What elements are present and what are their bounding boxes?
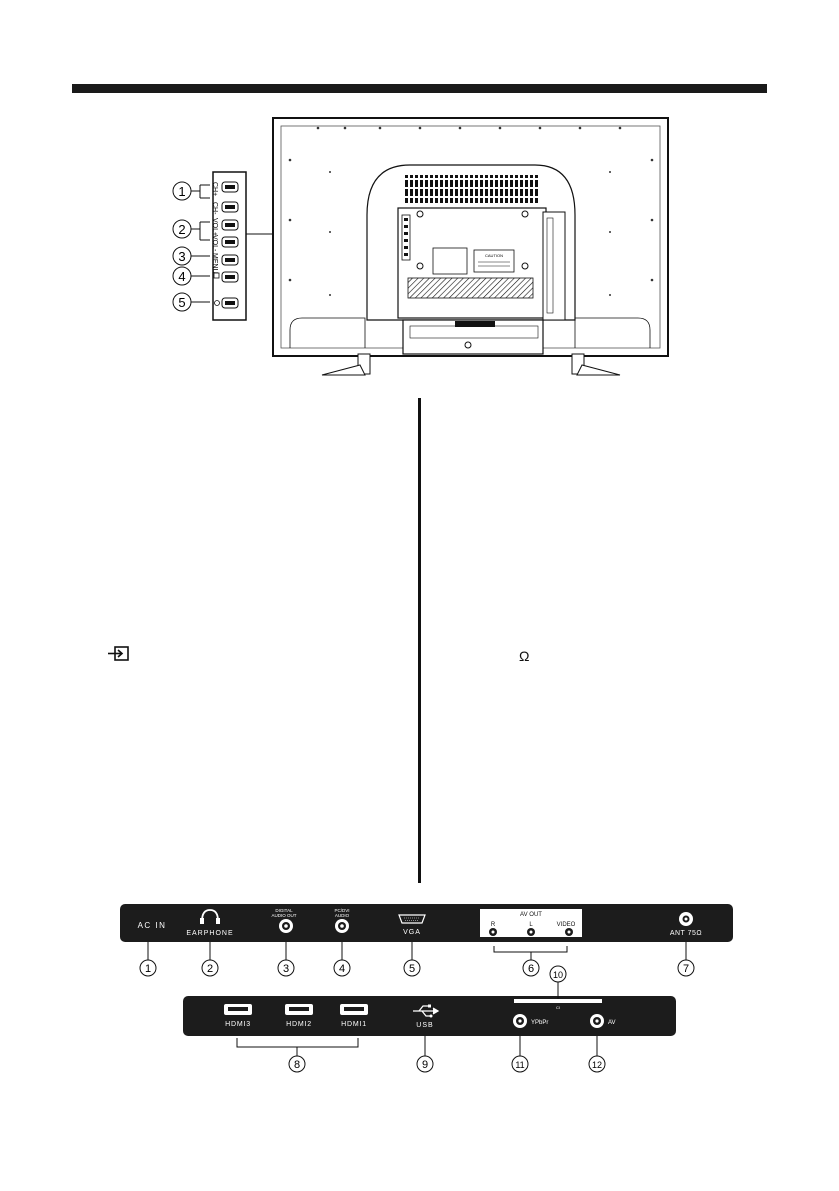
omega-symbol: Ω <box>519 648 530 664</box>
svg-text:5: 5 <box>408 963 416 975</box>
tv-stand-left <box>322 354 370 375</box>
av-out-box <box>480 909 582 937</box>
upper-callout-numbers <box>140 960 694 982</box>
svg-text:3: 3 <box>282 963 290 975</box>
pcdvi-audio-port[interactable] <box>335 919 349 933</box>
ypbpr-port[interactable] <box>513 1014 527 1028</box>
callout-av-in <box>589 1056 605 1072</box>
ypbpr-label: YPbPr <box>531 1020 549 1026</box>
hdmi2-port[interactable] <box>285 1004 313 1015</box>
pcdvi-audio-label-2: AUDIO <box>334 913 350 918</box>
upper-connector-panel <box>120 904 733 942</box>
ci-label: CI <box>556 1005 560 1010</box>
pcdvi-audio-label-1: PC/DVI <box>334 908 350 913</box>
button-ch-plus[interactable] <box>222 182 238 192</box>
svg-text:11: 11 <box>515 1060 525 1070</box>
callout-antenna <box>678 960 694 976</box>
svg-text:4: 4 <box>338 963 346 975</box>
svg-text:8: 8 <box>293 1059 301 1071</box>
av-out-video-label: VIDEO <box>556 922 576 928</box>
callout-5 <box>173 293 210 311</box>
button-menu[interactable] <box>222 255 238 265</box>
warning-label-text: CAUTION <box>485 253 503 258</box>
callout-4-num: 4 <box>178 269 186 284</box>
ci-slot[interactable] <box>514 999 602 1003</box>
svg-text:2: 2 <box>206 963 214 975</box>
svg-text:10: 10 <box>552 970 564 980</box>
svg-text:9: 9 <box>421 1059 429 1071</box>
button-input[interactable] <box>222 272 238 282</box>
digital-audio-label-2: AUDIO OUT <box>271 913 297 918</box>
svg-text:1: 1 <box>144 963 152 975</box>
svg-text:12: 12 <box>591 1060 603 1070</box>
av-out-label: AV OUT <box>520 912 542 918</box>
callout-2 <box>173 220 210 240</box>
digital-audio-label-1: DIGITAL <box>275 908 293 913</box>
vent-slots <box>405 175 540 203</box>
tv-body <box>273 118 668 356</box>
av-out-l-port[interactable] <box>527 928 535 936</box>
callout-1-num: 1 <box>178 184 186 199</box>
input-source-icon <box>107 645 131 663</box>
svg-text:7: 7 <box>682 963 690 975</box>
button-power[interactable] <box>222 298 238 308</box>
button-vol-minus[interactable] <box>222 237 238 247</box>
callout-digital-audio <box>278 960 294 976</box>
tv-back-diagram <box>0 100 839 390</box>
callout-3-num: 3 <box>178 249 186 264</box>
callout-3 <box>173 247 210 265</box>
hdmi2-label: HDMI2 <box>286 1021 312 1028</box>
hdmi1-label: HDMI1 <box>341 1021 367 1028</box>
hdmi3-port[interactable] <box>224 1004 252 1015</box>
tv-stand-right <box>572 354 620 375</box>
av-in-port[interactable] <box>590 1014 604 1028</box>
earphone-label: EARPHONE <box>186 930 234 937</box>
callout-hdmi <box>289 1056 305 1072</box>
callout-usb <box>417 1056 433 1072</box>
ac-in-label: AC IN <box>137 921 167 930</box>
button-ch-minus[interactable] <box>222 202 238 212</box>
callout-5-num: 5 <box>178 295 186 310</box>
usb-label: USB <box>416 1022 434 1029</box>
callout-ac-in <box>140 960 156 976</box>
button-vol-plus[interactable] <box>222 220 238 230</box>
av-in-label: AV <box>608 1020 616 1026</box>
side-button-panel <box>211 172 246 320</box>
antenna-label: ANT 75Ω <box>669 930 703 937</box>
button-label-vol-minus: VOL- <box>211 235 218 252</box>
callout-ypbpr <box>512 1056 528 1072</box>
av-out-r-port[interactable] <box>489 928 497 936</box>
callout-earphone <box>202 960 218 976</box>
av-out-video-port[interactable] <box>565 928 573 936</box>
button-label-vol-plus: VOL+ <box>211 218 218 237</box>
vga-label: VGA <box>403 929 421 936</box>
hdmi1-port[interactable] <box>340 1004 368 1015</box>
callout-av-out <box>523 960 539 976</box>
lower-connector-panel <box>183 982 676 1036</box>
button-label-ch-plus: CH+ <box>211 182 218 197</box>
callout-4 <box>173 267 210 285</box>
hdmi3-label: HDMI3 <box>225 1021 251 1028</box>
antenna-port[interactable] <box>679 912 693 926</box>
page-title-bar <box>72 84 767 93</box>
callout-vga <box>404 960 420 976</box>
button-label-menu: MENU <box>211 253 218 274</box>
button-label-ch-minus: CH- <box>211 202 218 215</box>
connector-panels-diagram <box>0 890 839 1085</box>
av-out-r-label: R <box>490 922 496 928</box>
column-divider <box>418 398 421 883</box>
callout-pcdvi-audio <box>334 960 350 976</box>
callout-ci <box>550 966 566 982</box>
lower-callout-numbers <box>289 1056 605 1072</box>
svg-text:6: 6 <box>527 963 535 975</box>
av-out-l-label: L <box>529 922 533 928</box>
digital-audio-out-port[interactable] <box>279 919 293 933</box>
callout-1 <box>173 182 210 200</box>
callout-2-num: 2 <box>178 222 186 237</box>
